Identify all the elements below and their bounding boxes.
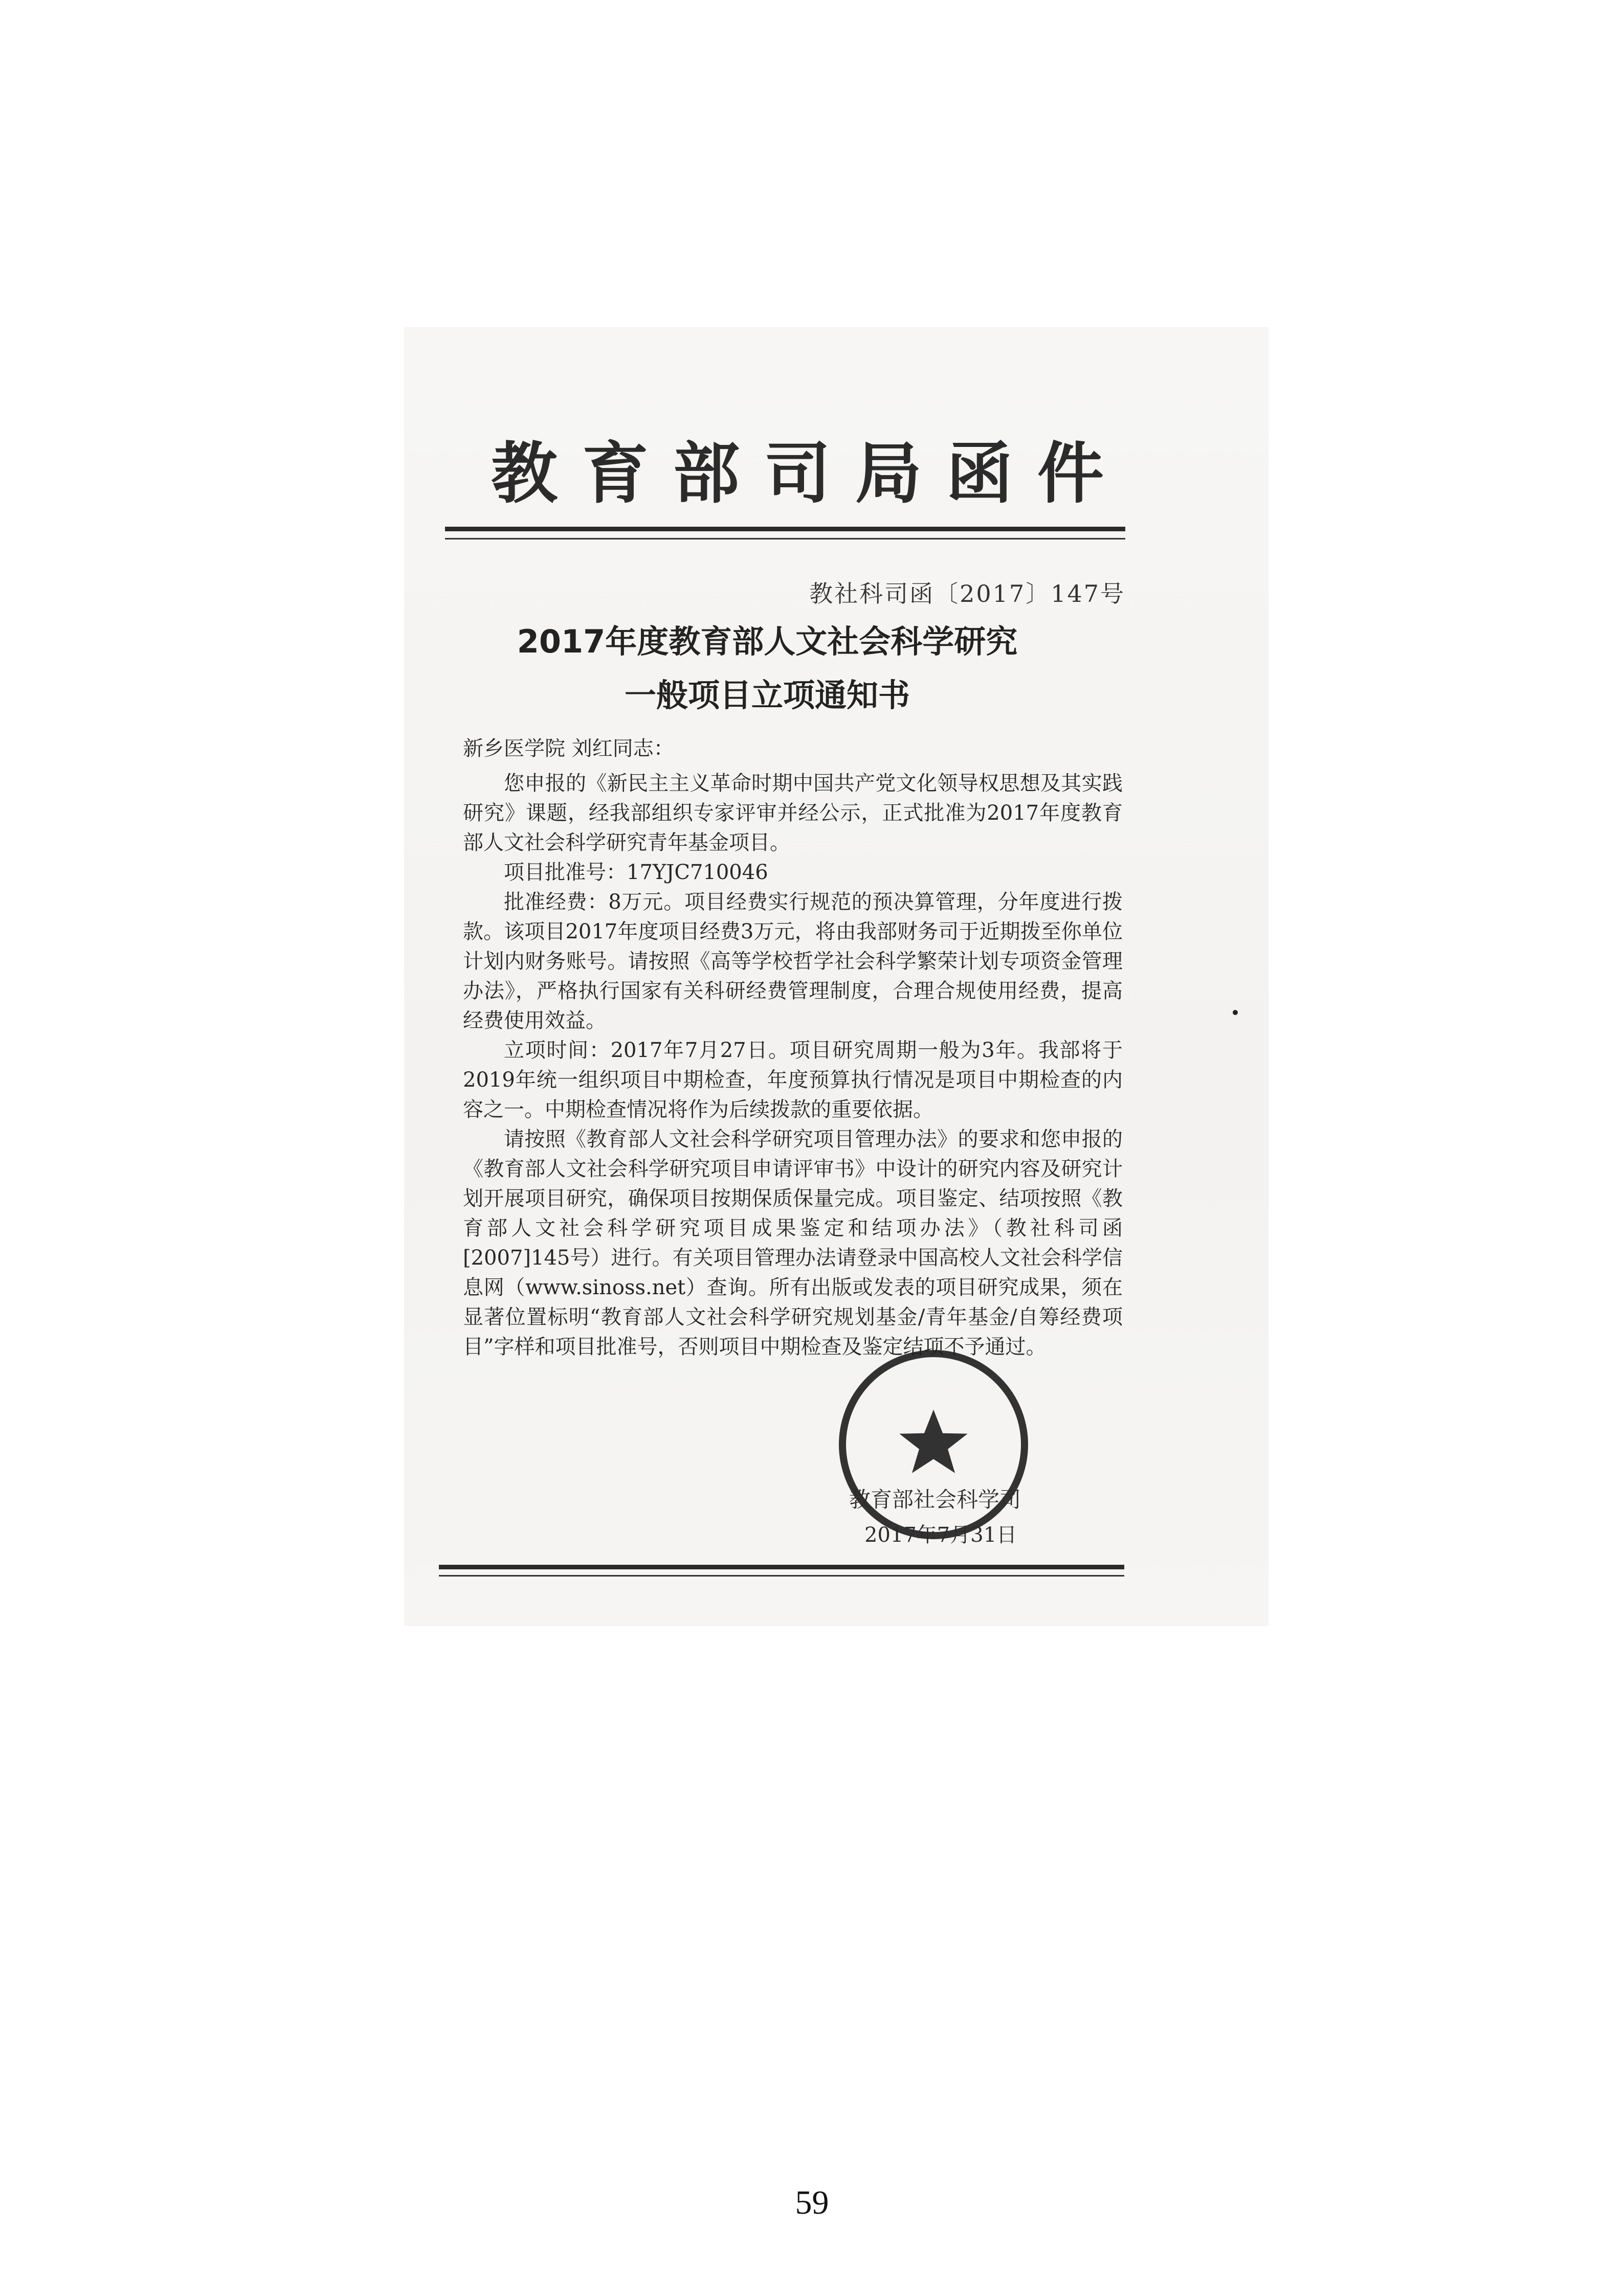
document-title-line2: 一般项目立项通知书 bbox=[624, 677, 910, 714]
signing-date: 2017年7月31日 bbox=[864, 1523, 1017, 1547]
page-number: 59 bbox=[795, 2184, 829, 2221]
paragraph: 立项时间：2017年7月27日。项目研究周期一般为3年。我部将于2019年统一组织项目中期检查，年度预算执行情况是项目中期检查的内容之一。中期检查情况将作为后续拨款的重要依据。 bbox=[463, 1039, 1123, 1121]
paragraph: 您申报的《新民主主义革命时期中国共产党文化领导权思想及其实践研究》课题，经我部组织专家评审并经公示，正式批准为2017年度教育部人文社会科学研究青年基金项目。 bbox=[463, 772, 1123, 854]
document-number: 教社科司函〔2017〕147号 bbox=[809, 580, 1125, 607]
signer: 教育部社会科学司 bbox=[849, 1487, 1021, 1512]
document-body bbox=[463, 734, 1123, 1362]
scan-speck bbox=[1233, 1010, 1238, 1015]
letterhead-rule-thick bbox=[445, 527, 1125, 531]
footer-rule-thick bbox=[439, 1565, 1124, 1569]
document-title-line1: 2017年度教育部人文社会科学研究 bbox=[517, 623, 1018, 660]
letterhead-rule-thin bbox=[445, 538, 1125, 539]
salutation: 新乡医学院 刘红同志： bbox=[463, 737, 674, 760]
letterhead-char: 局 bbox=[855, 434, 923, 512]
letterhead-char: 件 bbox=[1037, 434, 1105, 512]
letterhead-char: 教 bbox=[491, 434, 559, 512]
letterhead-title bbox=[491, 424, 1105, 511]
letterhead-char: 育 bbox=[582, 434, 650, 512]
letterhead-char: 司 bbox=[764, 434, 832, 512]
paragraph: 项目批准号：17YJC710046 bbox=[504, 861, 768, 884]
letterhead-char: 函 bbox=[946, 434, 1014, 512]
paragraph: 批准经费：8万元。项目经费实行规范的预决算管理，分年度进行拨款。该项目2017年度项目经费3万元，将由我部财务司于近期拨至你单位计划内财务账号。请按照《高等学校哲学社会科学繁荣计划专项资金管理办法》，严格执行国家有关科研经费管理制度，合理合规使用经费，提高经费使用效益。 bbox=[463, 890, 1123, 1032]
footer-rule-thin bbox=[439, 1575, 1124, 1577]
letterhead-char: 部 bbox=[673, 434, 741, 512]
paragraph: 请按照《教育部人文社会科学研究项目管理办法》的要求和您申报的《教育部人文社会科学研究项目申请评审书》中设计的研究内容及研究计划开展项目研究，确保项目按期保质保量完成。项目鉴定、结项按照《教育部人文社会科学研究项目成果鉴定和结项办法》（教社科司函[2007]145号）进行。有关项目管理办法请登录中国高校人文社会科学信息网（www.sinoss.net）查询。所有出版或发表的项目研究成果，须在显著位置标明“教育部人文社会科学研究规划基金/青年基金/自筹经费项目”字样和项目批准号，否则项目中期检查及鉴定结项不予通过。 bbox=[463, 1128, 1123, 1359]
